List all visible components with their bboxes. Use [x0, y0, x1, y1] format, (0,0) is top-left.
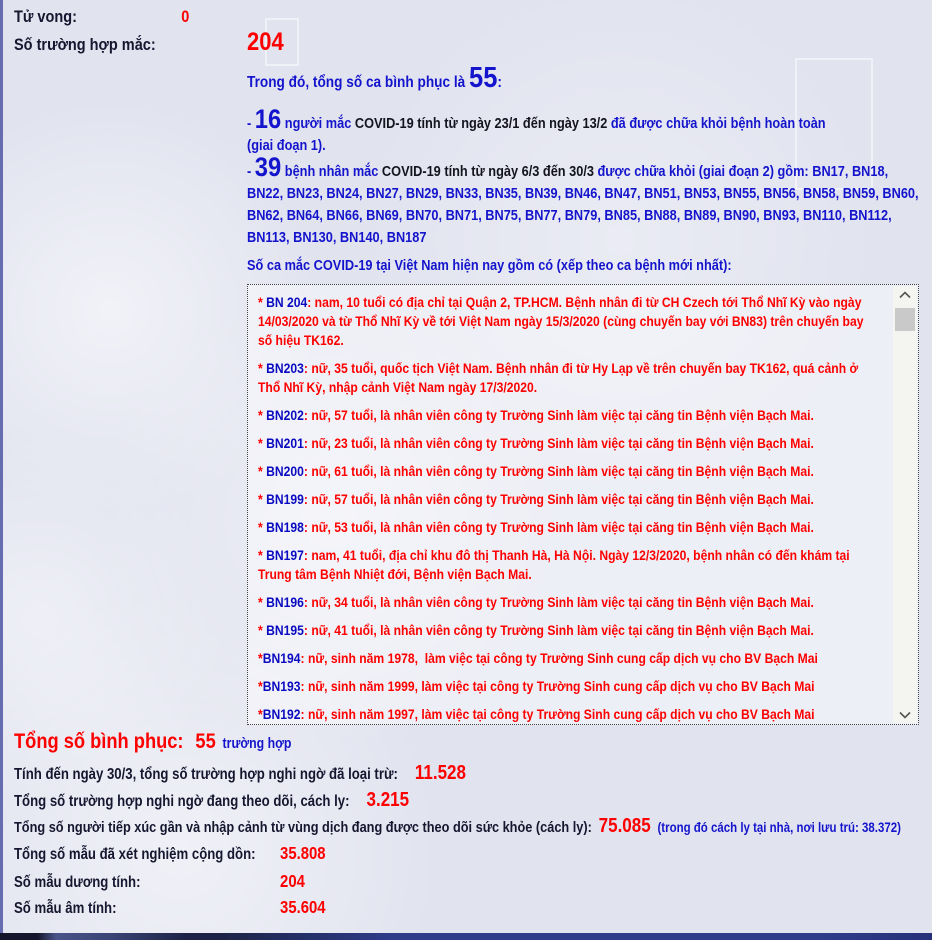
samples-negative-label: Số mẫu âm tính:: [14, 900, 117, 917]
case-list-items: [258, 293, 880, 725]
case-star: *: [258, 595, 267, 610]
recovered-intro-big: 55: [469, 62, 498, 94]
case-list-header: Số ca mắc COVID-19 tại Việt Nam hiện nay gồm có (xếp theo ca bệnh mới nhất):: [247, 258, 732, 274]
recovered-total-unit: trường hợp: [222, 736, 292, 752]
case-text: : nữ, 34 tuổi, là nhân viên công ty Trường Sinh làm việc tại căng tin Bệnh viện Bạch Mai.: [303, 595, 814, 610]
recovered-total-value: 55: [195, 729, 216, 753]
case-star: *: [258, 464, 267, 479]
case-text: : nữ, sinh năm 1978, làm việc tại công ty Trường Sinh cung cấp dịch vụ cho BV Bạch Mai: [300, 651, 818, 666]
phase2-text-dark: COVID-19 tính từ ngày 6/3 đến 30/3: [381, 164, 598, 180]
deaths-value: 0: [181, 8, 190, 26]
case-text: : nữ, 57 tuổi, là nhân viên công ty Trường Sinh làm việc tại căng tin Bệnh viện Bạch Mai.: [303, 492, 814, 507]
case-text: : nữ, sinh năm 1997, làm việc tại công ty Trường Sinh cung cấp dịch vụ cho BV Bạch Mai: [300, 707, 815, 722]
case-star: *: [258, 520, 267, 535]
case-star: *: [258, 679, 263, 694]
case-id: BN193: [262, 679, 301, 694]
case-id: BN195: [266, 623, 304, 638]
phase2-paragraph: [247, 152, 923, 249]
case-list-item: [258, 434, 880, 453]
samples-negative-row: [14, 897, 326, 918]
contacts-note: (trong đó cách ly tại nhà, nơi lưu trú: 38.372): [657, 820, 901, 835]
case-list-box[interactable]: [247, 284, 919, 725]
case-text: : nữ, 53 tuổi, là nhân viên công ty Trường Sinh làm việc tại căng tin Bệnh viện Bạch Mai.: [303, 520, 814, 535]
recovered-intro-suffix: :: [497, 74, 502, 91]
cases-label: Số trường hợp mắc:: [14, 36, 156, 54]
excluded-label: Tính đến ngày 30/3, tổng số trường hợp nghi ngờ đã loại trừ:: [14, 766, 398, 783]
samples-positive-row: [14, 871, 305, 892]
samples-total-value: 35.808: [280, 843, 326, 863]
samples-positive-value: 204: [280, 871, 305, 891]
case-id: BN196: [266, 595, 304, 610]
chevron-down-icon: [899, 711, 911, 719]
phase1-dash: -: [247, 116, 255, 132]
case-text: : nữ, 57 tuổi, là nhân viên công ty Trường Sinh làm việc tại căng tin Bệnh viện Bạch Mai.: [303, 408, 814, 423]
chevron-up-icon: [899, 291, 911, 299]
samples-total-row: [14, 843, 326, 864]
case-id: BN197: [266, 548, 304, 563]
case-list-item: [258, 518, 880, 537]
monitoring-label: Tổng số trường hợp nghi ngờ đang theo dõi, cách ly:: [14, 793, 350, 810]
case-list-item: [258, 293, 880, 350]
monitoring-row: [14, 789, 409, 812]
cases-value: 204: [247, 28, 284, 56]
phase1-text-blue2: đã được chữa khỏi bệnh hoàn toàn (giai đoạn 1).: [247, 116, 830, 154]
phase2-big: 39: [254, 152, 282, 182]
monitoring-value: 3.215: [366, 789, 410, 811]
case-list-item: [258, 462, 880, 481]
case-star: *: [258, 492, 267, 507]
case-list-item: [258, 546, 880, 584]
case-star: *: [258, 436, 267, 451]
phase2-patient-list: BN17, BN18, BN22, BN23, BN24, BN27, BN29, BN33, BN35, BN39, BN46, BN47, BN51, BN53, BN55, BN56, BN58, BN59, BN60, BN62, BN64, BN66, BN69, BN70, BN71, BN75, BN77, BN79, BN85, BN88, BN89, BN90, BN93, BN110, BN112, BN113, BN130, BN140, BN187: [247, 164, 923, 246]
case-list-item: [258, 593, 880, 612]
case-id: BN201: [266, 436, 304, 451]
case-id: BN203: [266, 361, 304, 376]
cases-row: [14, 36, 181, 55]
contacts-value: 75.085: [598, 815, 651, 837]
samples-positive-label: Số mẫu dương tính:: [14, 874, 141, 891]
recovered-intro-prefix: Trong đó, tổng số ca bình phục là: [247, 74, 470, 91]
case-list-item: [258, 621, 880, 640]
scroll-up-button[interactable]: [893, 286, 917, 303]
samples-negative-value: 35.604: [280, 897, 326, 917]
case-text: : nữ, sinh năm 1999, làm việc tại công ty Trường Sinh cung cấp dịch vụ cho BV Bạch Mai: [300, 679, 815, 694]
case-id: BN202: [266, 408, 304, 423]
phase2-text-blue1: bệnh nhân mắc: [281, 164, 382, 180]
case-id: BN198: [266, 520, 304, 535]
excluded-row: [14, 762, 466, 785]
case-star: *: [258, 707, 263, 722]
contacts-label: Tổng số người tiếp xúc gần và nhập cảnh từ vùng dịch đang được theo dõi sức khỏe (cách ly):: [14, 819, 592, 836]
deaths-label: Tử vong:: [14, 8, 77, 26]
case-text: : nam, 10 tuổi có địa chỉ tại Quận 2, TP.HCM. Bệnh nhân đi từ CH Czech tới Thổ Nhĩ Kỳ vào ngày 14/03/2020 và từ Thổ Nhĩ Kỳ về tới Việt Nam ngày 15/3/2020 (cùng chuyến bay với BN83) trên chuyến bay số hiệu TK162.: [258, 295, 867, 348]
case-list-item: [258, 359, 880, 397]
case-star: *: [258, 623, 267, 638]
case-list-item: [258, 490, 880, 509]
case-text: : nữ, 35 tuổi, quốc tịch Việt Nam. Bệnh nhân đi từ Hy Lạp về trên chuyến bay TK162, quá cảnh ở Thổ Nhĩ Kỳ, nhập cảnh Việt Nam ngày 17/3/2020.: [258, 361, 862, 395]
case-star: *: [258, 408, 267, 423]
scrollbar-thumb[interactable]: [895, 308, 915, 331]
contacts-row: [14, 815, 901, 838]
recovered-total-row: [14, 729, 291, 754]
case-star: *: [258, 651, 263, 666]
samples-total-label: Tổng số mẫu đã xét nghiệm cộng dồn:: [14, 846, 256, 863]
case-star: *: [258, 295, 267, 310]
case-list-item: [258, 677, 880, 696]
case-id: BN192: [262, 707, 301, 722]
case-list-item: [258, 406, 880, 425]
case-star: *: [258, 361, 267, 376]
phase2-dash: -: [247, 164, 255, 180]
excluded-value: 11.528: [414, 762, 466, 784]
case-star: *: [258, 548, 267, 563]
phase2-text-blue2: được chữa khỏi (giai đoạn 2) gồm:: [597, 164, 813, 180]
recovered-total-label: Tổng số bình phục:: [14, 729, 184, 753]
phase1-text-dark: COVID-19 tính từ ngày 23/1 đến ngày 13/2: [354, 116, 611, 132]
phase1-text-blue1: người mắc: [281, 116, 355, 132]
case-id: BN199: [266, 492, 304, 507]
case-id: BN 204: [266, 295, 308, 310]
phase1-line: [247, 104, 850, 157]
recovered-intro: [247, 62, 502, 95]
case-text: : nữ, 23 tuổi, là nhân viên công ty Trường Sinh làm việc tại căng tin Bệnh viện Bạch Mai.: [303, 436, 814, 451]
scrollbar-track[interactable]: [893, 286, 917, 723]
case-id: BN194: [262, 651, 301, 666]
deaths-row: [14, 8, 189, 27]
left-border-line: [0, 0, 3, 933]
case-text: : nữ, 41 tuổi, là nhân viên công ty Trường Sinh làm việc tại căng tin Bệnh viện Bạch Mai.: [303, 623, 814, 638]
case-text: : nữ, 61 tuổi, là nhân viên công ty Trường Sinh làm việc tại căng tin Bệnh viện Bạch Mai.: [303, 464, 814, 479]
phase1-big: 16: [254, 104, 282, 134]
case-text: : nam, 41 tuổi, địa chỉ khu đô thị Thanh Hà, Hà Nội. Ngày 12/3/2020, bệnh nhân có đến khám tại Trung tâm Bệnh Nhiệt đới, Bệnh viện Bạch Mai.: [258, 548, 854, 582]
bottom-bar: [0, 933, 932, 940]
case-list-item: [258, 705, 880, 724]
case-id: BN200: [266, 464, 304, 479]
case-list-item: [258, 649, 880, 668]
scroll-down-button[interactable]: [893, 706, 917, 723]
